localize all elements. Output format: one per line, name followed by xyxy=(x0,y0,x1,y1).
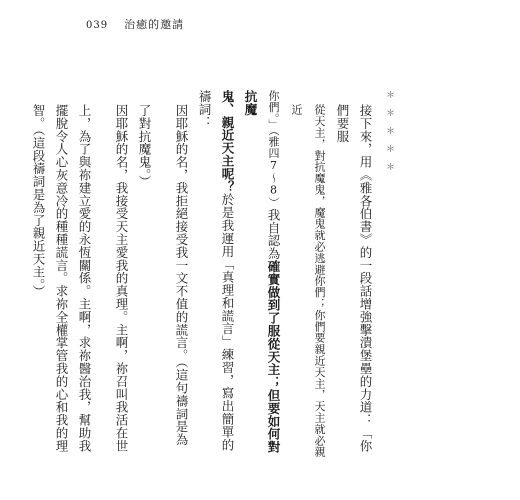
prayer-2-line-3: 擺脫令人心灰意冷的種種謊言。求祢全權掌管我的心和我的理 xyxy=(54,104,69,453)
running-header xyxy=(86,16,184,32)
prayer-1-line-1: 因耶穌的名，我拒絕接受我一文不值的謊言。（這句禱詞是為 xyxy=(174,104,189,447)
prayer-2-line-1: 因耶穌的名，我接受天主愛我的真理。主啊，祢召叫我活在世 xyxy=(114,104,129,453)
page-number: 039 xyxy=(86,20,109,31)
emphasis-text: 確實做到了服從天主；但要如何對抗魔 xyxy=(243,90,281,454)
passage-line-2: 從天主，對抗魔鬼，魔鬼就必逃避你們；你們要親近天主，天主就必親近 xyxy=(290,104,326,458)
chapter-title: 治癒的邀請 xyxy=(124,18,185,31)
passage-line-4: 鬼、親近天主呢？於是我運用「真理和謊言」練習，寫出簡單的禱詞： xyxy=(197,90,235,452)
section-ornament: ＊＊＊＊＊ xyxy=(384,90,394,180)
passage-line-1: 接下來，用《雅各伯書》的一段話增強擊潰堡壘的力道：「你們要服 xyxy=(335,104,373,453)
prayer-2-line-2: 上，為了與祢建立愛的永恆關係。主啊，求祢醫治我，幫助我 xyxy=(77,104,92,453)
vertical-body-text xyxy=(27,90,400,460)
prayer-2-line-4: 智。（這段禱詞是為了親近天主。） xyxy=(31,104,46,298)
passage-line-3: 你們。」（雅四7～8）我自認為確實做到了服從天主；但要如何對抗魔 xyxy=(243,90,281,454)
prayer-1-line-2: 了對抗魔鬼。） xyxy=(137,104,152,189)
scripture-citation: （雅四7～8） xyxy=(267,130,280,209)
